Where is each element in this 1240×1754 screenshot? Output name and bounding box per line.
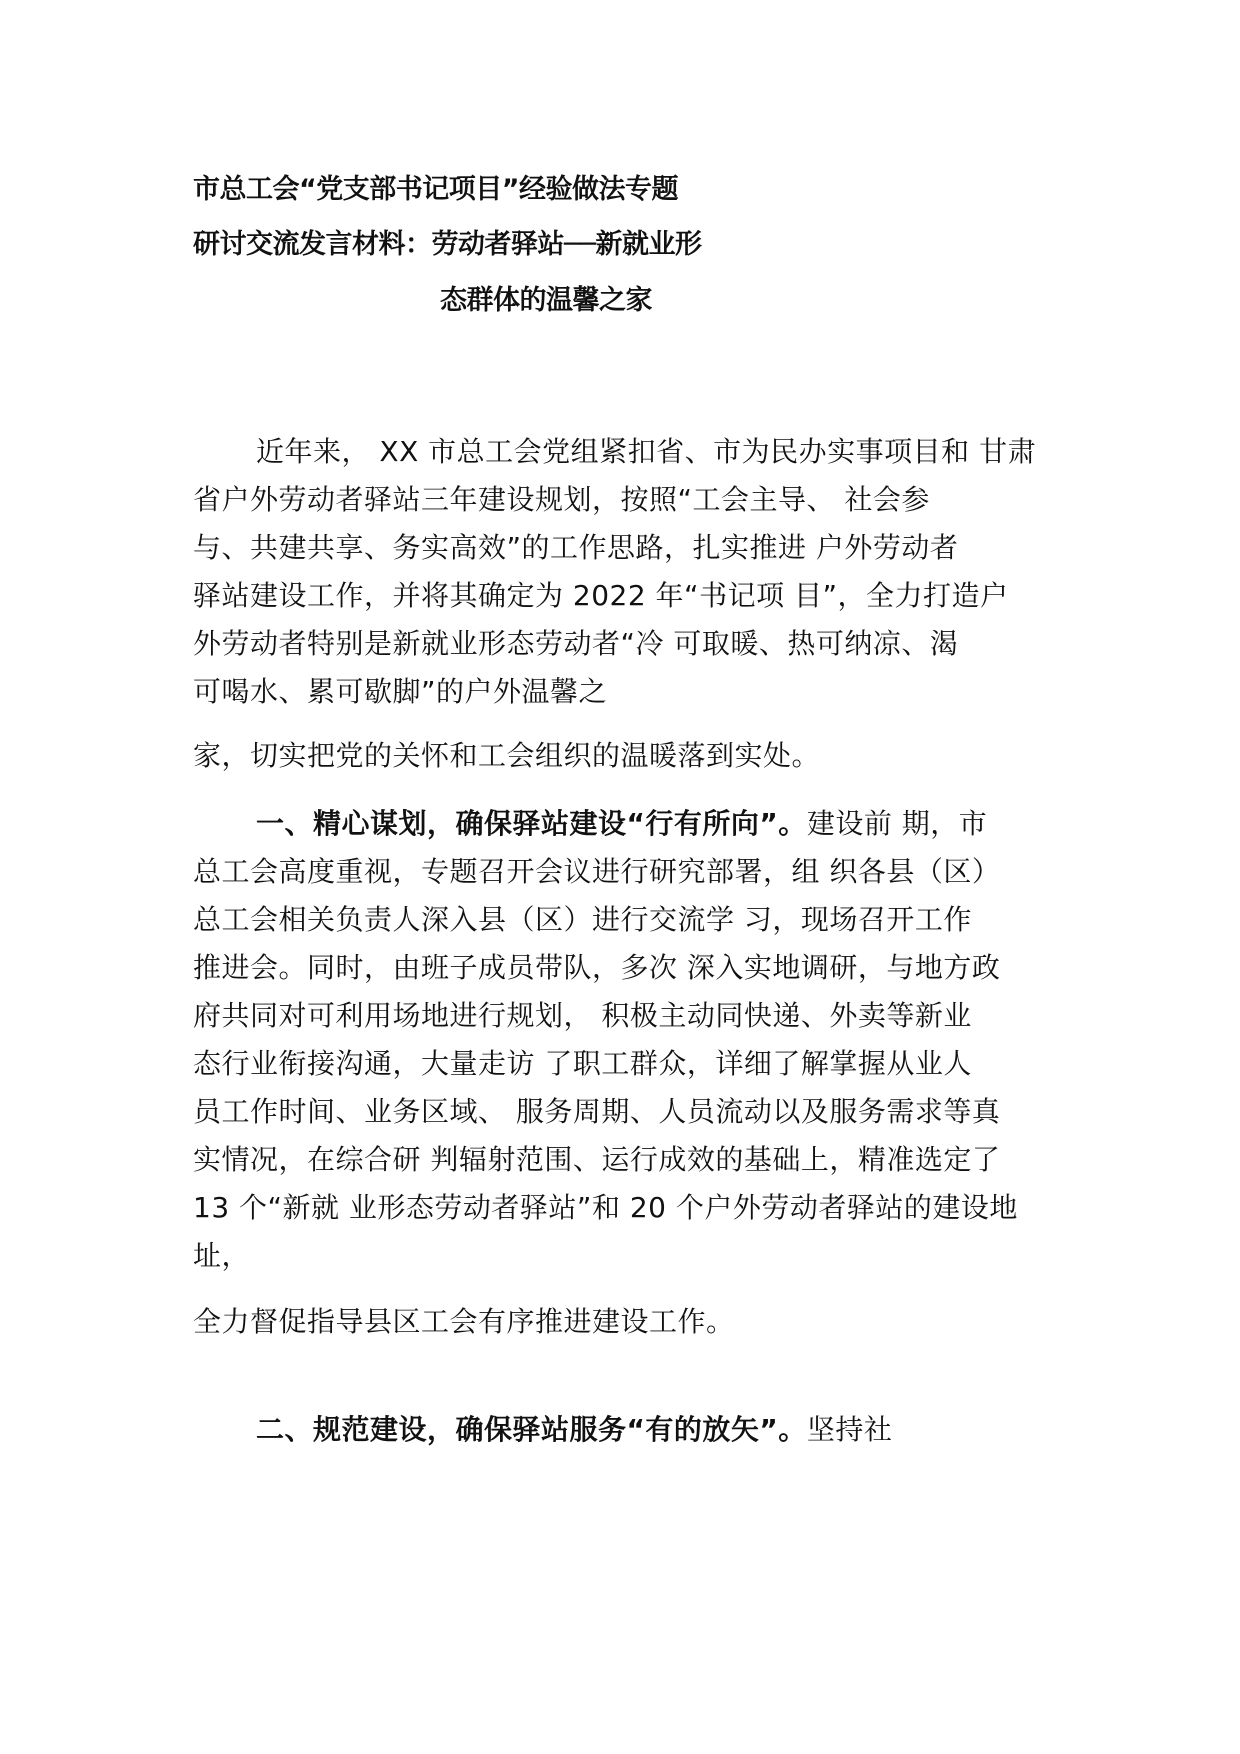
para2-line-9: 13 个“新就 业形态劳动者驿站”和 20 个户外劳动者驿站的建设地 <box>193 1191 1018 1224</box>
para2-line-6: 态行业衔接沟通，大量走访 了职工群众，详细了解掌握从业人 <box>193 1047 972 1080</box>
section-heading-2: 二、规范建设，确保驿站服务“有的放矢”。 <box>256 1413 807 1446</box>
para2-line-4: 推进会。同时，由班子成员带队，多次 深入实地调研，与地方政 <box>193 951 1001 984</box>
para1-line-3: 与、共建共享、务实高效”的工作思路，扎实推进 户外劳动者 <box>193 531 959 564</box>
para3-line-1 <box>256 1410 892 1450</box>
para2-line-10: 址， <box>193 1239 251 1272</box>
section-heading-1: 一、精心谋划，确保驿站建设“行有所向”。 <box>256 807 807 840</box>
para2-line-1-text: 建设前 期，市 <box>806 807 988 840</box>
para2-line-3: 总工会相关负责人深入县（区）进行交流学 习，现场召开工作 <box>193 903 972 936</box>
para1-line-6: 可喝水、累可歇脚”的户外温馨之 <box>193 675 608 708</box>
document-title-line-2: 研讨交流发言材料：劳动者驿站──新就业形 <box>193 229 702 260</box>
para2-line-11: 全力督促指导县区工会有序推进建设工作。 <box>193 1305 735 1338</box>
para2-line-1 <box>256 804 987 844</box>
para2-line-5: 府共同对可利用场地进行规划， 积极主动同快递、外卖等新业 <box>193 999 972 1032</box>
document-title-line-1: 市总工会“党支部书记项目”经验做法专题 <box>193 174 678 205</box>
para1-line-5: 外劳动者特别是新就业形态劳动者“冷 可取暖、热可纳凉、渴 <box>193 627 959 660</box>
document-title-line-3: 态群体的温馨之家 <box>440 285 652 316</box>
para1-line-4: 驿站建设工作，并将其确定为 2022 年“书记项 目”，全力打造户 <box>193 579 1009 612</box>
para1-line-7: 家，切实把党的关怀和工会组织的温暖落到实处。 <box>193 739 821 772</box>
para3-line-1-text: 坚持社 <box>806 1413 893 1446</box>
para1-line-2: 省户外劳动者驿站三年建设规划，按照“工会主导、 社会参 <box>193 483 930 516</box>
para2-line-8: 实情况，在综合研 判辐射范围、运行成效的基础上，精准选定了 <box>193 1143 1001 1176</box>
para2-line-2: 总工会高度重视，专题召开会议进行研究部署，组 织各县（区） <box>193 855 1001 888</box>
para1-line-1: 近年来， XX 市总工会党组紧扣省、市为民办实事项目和 甘肃 <box>256 435 1037 468</box>
para2-line-7: 员工作时间、业务区域、 服务周期、人员流动以及服务需求等真 <box>193 1095 1001 1128</box>
